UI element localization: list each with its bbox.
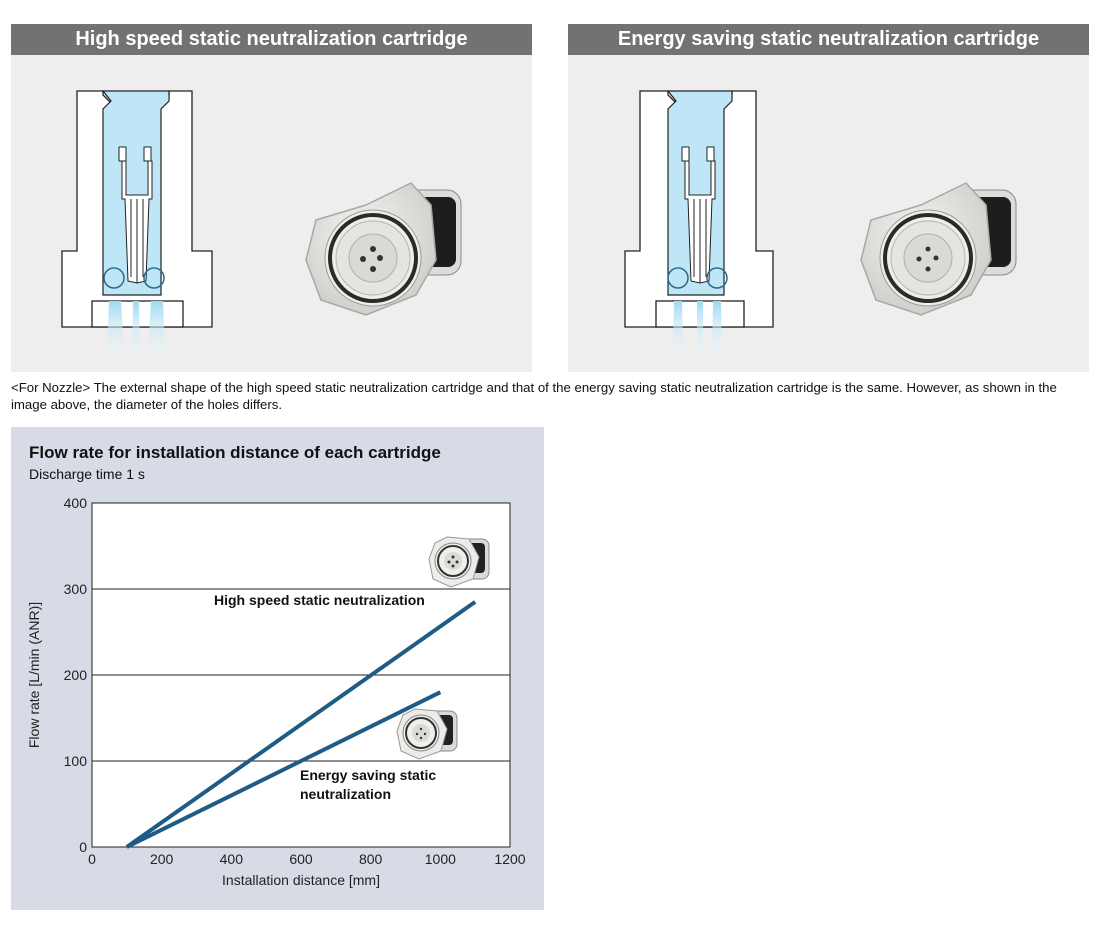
y-tick-label: 200 (63, 667, 87, 683)
high-speed-panel-title: High speed static neutralization cartridge (11, 24, 532, 55)
x-tick-label: 400 (219, 851, 244, 867)
flow-rate-chart (11, 427, 544, 910)
energy-saving-cartridge-thumb (397, 709, 457, 759)
chart-title: Flow rate for installation distance of each cartridge (29, 443, 441, 462)
x-tick-label: 600 (289, 851, 313, 867)
x-tick-label: 0 (88, 851, 96, 867)
nozzle-cross-section (625, 91, 773, 352)
chart-plot (11, 427, 544, 910)
x-axis-label: Installation distance [mm] (222, 872, 380, 888)
x-tick-label: 1000 (424, 851, 456, 867)
y-axis-label: Flow rate [L/min (ANR)] (26, 601, 42, 749)
nozzle-note: <For Nozzle> The external shape of the high speed static neutralization cartridge and that of the energy saving static neutralization cartridge is the same. However, as shown in the image above, the diameter of the holes differs. (11, 380, 1057, 412)
x-tick-labels (88, 851, 526, 867)
energy-saving-panel (568, 24, 1089, 372)
cartridge-photo (861, 183, 1016, 315)
y-tick-label: 300 (63, 581, 87, 597)
energy-saving-illustration (568, 55, 1089, 372)
cartridge-photo (306, 183, 461, 315)
series-label-energy-saving: Energy saving static neutralization (300, 767, 437, 802)
y-tick-labels (64, 495, 88, 855)
y-tick-label: 0 (79, 839, 87, 855)
high-speed-cartridge-thumb (429, 537, 489, 587)
x-tick-label: 200 (149, 851, 174, 867)
nozzle-cross-section (62, 91, 212, 352)
y-tick-label: 400 (63, 495, 87, 511)
chart-subtitle: Discharge time 1 s (29, 466, 145, 482)
y-tick-label: 100 (63, 753, 87, 769)
energy-saving-panel-title: Energy saving static neutralization cartridge (568, 24, 1089, 55)
series-label-high-speed: High speed static neutralization (214, 592, 425, 608)
x-tick-label: 1200 (494, 851, 526, 867)
high-speed-panel (11, 24, 532, 372)
high-speed-illustration (11, 55, 532, 372)
x-tick-label: 800 (358, 851, 383, 867)
